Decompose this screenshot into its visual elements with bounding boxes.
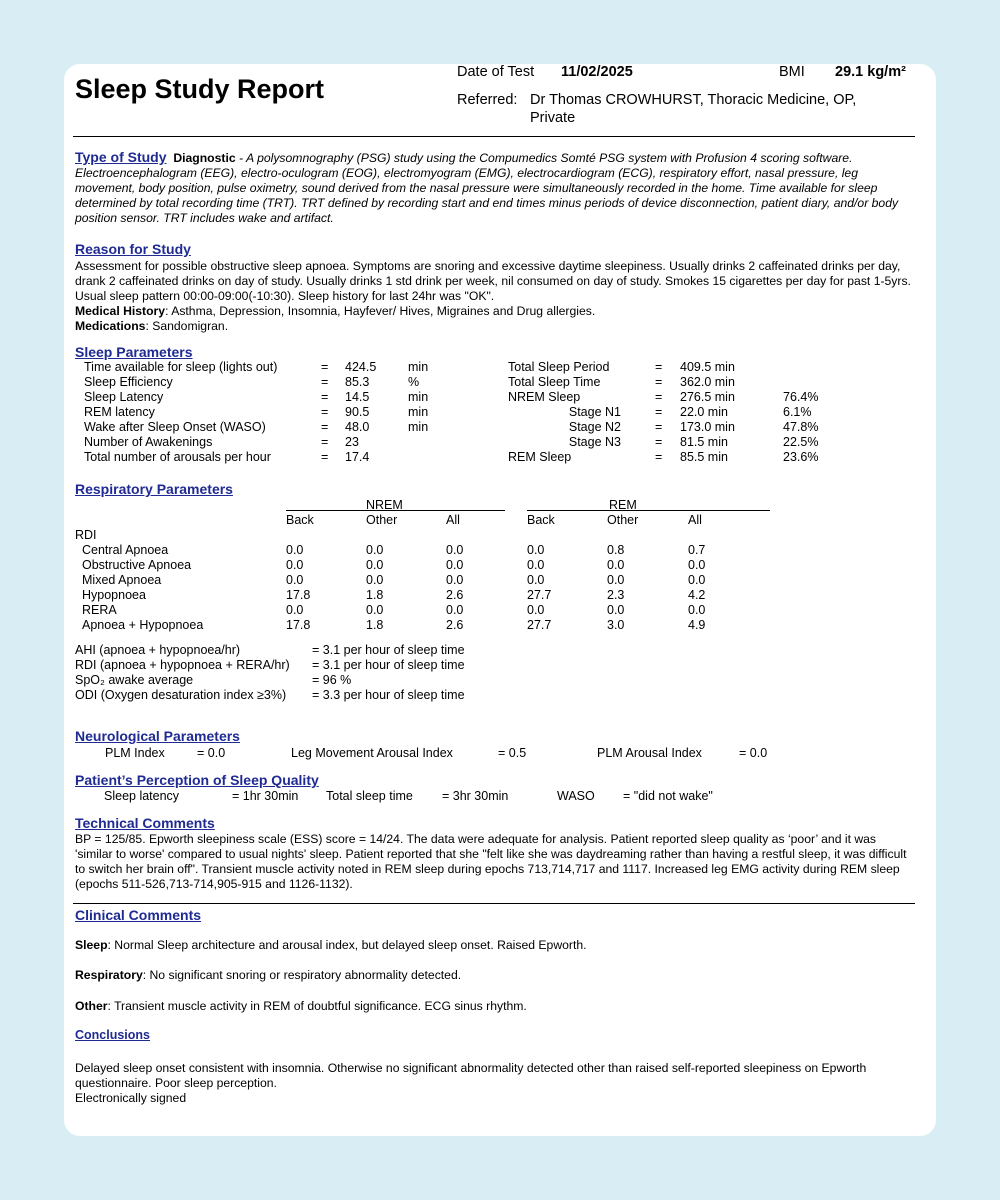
resp-cell-value: 0.0: [688, 573, 706, 587]
resp-cell-value: 0.0: [527, 558, 545, 572]
perceived-latency-value: = 1hr 30min: [232, 789, 299, 803]
sleep-stage-equals: =: [655, 450, 663, 464]
reason-text: Assessment for possible obstructive sleep apnoea. Symptoms are snoring and excessive daytime sleepiness. Usually drinks 2 caffeinated drinks per day, drank 2 caffeinated drinks on day of study. Usually drinks 1 std drink per week, nil consumed on day of study. Smokes 15 cigarettes per day for past 1-5yrs. Usual sleep pattern 00:00-09:00(-10:30). Sleep history for last 24hr was "OK".: [75, 259, 911, 303]
sleep-param-unit: min: [408, 405, 429, 419]
neuro-heading: Neurological Parameters: [75, 728, 240, 744]
medical-history: [75, 304, 915, 319]
sleep-params-heading: Sleep Parameters: [75, 344, 193, 360]
resp-cell-value: 0.0: [286, 543, 304, 557]
sleep-param-equals: =: [321, 360, 329, 374]
resp-cell-value: 0.0: [366, 558, 384, 572]
resp-column-header: Other: [366, 513, 398, 527]
rem-group-header: REM: [609, 498, 637, 512]
resp-cell-value: 0.0: [286, 558, 304, 572]
resp-summary-value: = 3.3 per hour of sleep time: [312, 688, 465, 702]
conclusions-text: Delayed sleep onset consistent with insomnia. Otherwise no significant abnormality detected other than raised self-reported sleepiness on Epworth questionnaire. Poor sleep perception.: [75, 1061, 867, 1090]
sleep-param-unit: min: [408, 360, 429, 374]
resp-row-label: Mixed Apnoea: [82, 573, 162, 587]
study-type-lead: Diagnostic: [173, 151, 236, 165]
resp-row-label: Apnoea + Hypopnoea: [82, 618, 204, 632]
nrem-underline: [286, 510, 505, 511]
perceived-waso-label: WASO: [557, 789, 595, 803]
sleep-stage-value: 22.0 min: [680, 405, 728, 419]
resp-cell-value: 17.8: [286, 588, 311, 602]
sleep-param-value: 23: [345, 435, 359, 449]
resp-cell-value: 0.0: [286, 573, 304, 587]
clinical-sleep-label: Sleep: [75, 938, 108, 952]
rem-underline: [527, 510, 770, 511]
sleep-param-equals: =: [321, 390, 329, 404]
sleep-stage-percent: 23.6%: [783, 450, 819, 464]
leg-movement-arousal-label: Leg Movement Arousal Index: [291, 746, 453, 760]
sleep-param-value: 48.0: [345, 420, 370, 434]
resp-cell-value: 0.8: [607, 543, 625, 557]
sleep-stage-value: 276.5 min: [680, 390, 735, 404]
perceived-tst-label: Total sleep time: [326, 789, 413, 803]
resp-cell-value: 0.0: [446, 573, 464, 587]
clinical-resp-label: Respiratory: [75, 968, 143, 982]
plm-index-value: = 0.0: [197, 746, 226, 760]
referred-line1: Dr Thomas CROWHURST, Thoracic Medicine, OP,: [530, 92, 857, 108]
resp-cell-value: 0.0: [366, 573, 384, 587]
perception-heading: Patient’s Perception of Sleep Quality: [75, 772, 319, 788]
resp-cell-value: 0.0: [366, 543, 384, 557]
sleep-stage-label: Stage N3: [568, 435, 621, 449]
date-value: 11/02/2025: [561, 64, 633, 80]
referred-line2: Private: [530, 110, 576, 126]
clinical-sleep: [75, 938, 915, 953]
resp-cell-value: 0.0: [688, 558, 706, 572]
sleep-stage-equals: =: [655, 435, 663, 449]
resp-cell-value: 2.6: [446, 618, 464, 632]
resp-cell-value: 0.0: [688, 603, 706, 617]
sleep-param-label: Sleep Efficiency: [84, 375, 173, 389]
sleep-stage-label: Stage N1: [568, 405, 621, 419]
resp-column-header: Back: [286, 513, 314, 527]
sleep-stage-label: Total Sleep Period: [508, 360, 610, 374]
resp-cell-value: 0.0: [446, 603, 464, 617]
sleep-stage-value: 362.0 min: [680, 375, 735, 389]
resp-row-label: RERA: [82, 603, 117, 617]
sleep-stage-equals: =: [655, 360, 663, 374]
sleep-param-equals: =: [321, 405, 329, 419]
resp-summary-label: RDI (apnoea + hypopnoea + RERA/hr): [75, 658, 290, 672]
rdi-label: RDI: [75, 528, 97, 542]
reason-heading: Reason for Study: [75, 241, 191, 257]
type-of-study-heading: Type of Study: [75, 149, 167, 165]
medications: [75, 319, 915, 334]
resp-row-label: Central Apnoea: [82, 543, 169, 557]
resp-summary-value: = 3.1 per hour of sleep time: [312, 658, 465, 672]
resp-summary-label: AHI (apnoea + hypopnoea/hr): [75, 643, 241, 657]
resp-cell-value: 0.0: [366, 603, 384, 617]
page-title: Sleep Study Report: [75, 74, 325, 104]
clinical-respiratory: [75, 968, 915, 983]
sleep-param-unit: min: [408, 390, 429, 404]
sleep-stage-value: 173.0 min: [680, 420, 735, 434]
sleep-param-label: Total number of arousals per hour: [84, 450, 271, 464]
sleep-stage-value: 85.5 min: [680, 450, 728, 464]
resp-cell-value: 27.7: [527, 618, 552, 632]
sleep-param-equals: =: [321, 420, 329, 434]
plm-index-label: PLM Index: [105, 746, 165, 760]
nrem-group-header: NREM: [366, 498, 403, 512]
resp-cell-value: 0.0: [607, 573, 625, 587]
resp-summary-value: = 96 %: [312, 673, 352, 687]
sleep-param-unit: %: [408, 375, 420, 389]
sleep-stage-label: Stage N2: [568, 420, 621, 434]
resp-summary-value: = 3.1 per hour of sleep time: [312, 643, 465, 657]
sleep-param-label: Number of Awakenings: [84, 435, 213, 449]
resp-cell-value: 4.2: [688, 588, 706, 602]
study-type-text: - A polysomnography (PSG) study using the Compumedics Somté PSG system with Profusion 4 scoring software. Electroencephalogram (EEG), electro-oculogram (EOG), electromyogram (EMG), electrocardiogram (ECG), respiratory effort, nasal pressure, leg movement, body position, pulse oximetry, sound derived from the nasal pressure were simultaneously recorded in the home. Time available for sleep determined by total recording time (TRT). TRT defined by recording start and end times minus periods of device disconnection, patient diary, and/or body position sensor. TRT includes wake and artifact.: [75, 151, 899, 225]
sleep-param-value: 424.5: [345, 360, 377, 374]
clinical-resp-text: : No significant snoring or respiratory abnormality detected.: [142, 968, 462, 982]
resp-cell-value: 3.0: [607, 618, 625, 632]
resp-cell-value: 0.0: [286, 603, 304, 617]
resp-column-header: All: [446, 513, 460, 527]
sleep-stage-percent: 47.8%: [783, 420, 819, 434]
resp-column-header: Back: [527, 513, 555, 527]
sleep-stage-value: 409.5 min: [680, 360, 735, 374]
resp-cell-value: 0.0: [527, 573, 545, 587]
resp-summary-label: SpO₂ awake average: [75, 673, 194, 687]
resp-cell-value: 1.8: [366, 618, 384, 632]
medical-history-label: Medical History: [75, 304, 166, 318]
sleep-stage-label: REM Sleep: [508, 450, 572, 464]
clinical-heading: Clinical Comments: [75, 907, 202, 923]
resp-cell-value: 2.3: [607, 588, 625, 602]
sleep-param-value: 90.5: [345, 405, 370, 419]
signature-line: Electronically signed: [75, 1091, 187, 1105]
sleep-stage-value: 81.5 min: [680, 435, 728, 449]
background-page-ghost: [0, 22, 1000, 62]
medications-label: Medications: [75, 319, 146, 333]
perceived-tst-value: = 3hr 30min: [442, 789, 509, 803]
sleep-param-equals: =: [321, 375, 329, 389]
resp-cell-value: 0.0: [527, 603, 545, 617]
resp-cell-value: 4.9: [688, 618, 706, 632]
resp-params-heading: Respiratory Parameters: [75, 481, 233, 497]
resp-row-label: Obstructive Apnoea: [82, 558, 192, 572]
resp-cell-value: 0.0: [607, 603, 625, 617]
resp-cell-value: 0.0: [607, 558, 625, 572]
resp-cell-value: 1.8: [366, 588, 384, 602]
bmi-label: BMI: [779, 64, 805, 80]
resp-row-label: Hypopnoea: [82, 588, 146, 602]
sleep-stage-equals: =: [655, 420, 663, 434]
resp-cell-value: 27.7: [527, 588, 552, 602]
plm-arousal-label: PLM Arousal Index: [597, 746, 702, 760]
resp-cell-value: 0.0: [527, 543, 545, 557]
sleep-param-label: Time available for sleep (lights out): [84, 360, 278, 374]
plm-arousal-value: = 0.0: [739, 746, 768, 760]
resp-cell-value: 2.6: [446, 588, 464, 602]
leg-movement-arousal-value: = 0.5: [498, 746, 527, 760]
sleep-stage-percent: 76.4%: [783, 390, 819, 404]
perceived-latency-label: Sleep latency: [104, 789, 180, 803]
medical-history-value: : Asthma, Depression, Insomnia, Hayfever/ Hives, Migraines and Drug allergies.: [165, 304, 596, 318]
header-divider: [73, 136, 915, 137]
bmi-value: 29.1 kg/m²: [835, 64, 906, 80]
date-label: Date of Test: [457, 64, 535, 80]
clinical-other-text: : Transient muscle activity in REM of doubtful significance. ECG sinus rhythm.: [107, 999, 527, 1013]
sleep-param-label: Wake after Sleep Onset (WASO): [84, 420, 266, 434]
referred-label: Referred:: [457, 92, 518, 108]
resp-cell-value: 0.0: [446, 543, 464, 557]
resp-column-header: Other: [607, 513, 639, 527]
resp-cell-value: 0.7: [688, 543, 706, 557]
clinical-other-label: Other: [75, 999, 108, 1013]
report-card: [64, 64, 936, 1136]
resp-summary-label: ODI (Oxygen desaturation index ≥3%): [75, 688, 287, 702]
sleep-param-label: REM latency: [84, 405, 155, 419]
sleep-stage-label: NREM Sleep: [508, 390, 581, 404]
clinical-other: [75, 999, 915, 1014]
resp-column-header: All: [688, 513, 702, 527]
sleep-param-value: 17.4: [345, 450, 370, 464]
technical-heading: Technical Comments: [75, 815, 215, 831]
sleep-param-equals: =: [321, 450, 329, 464]
technical-text: BP = 125/85. Epworth sleepiness scale (ESS) score = 14/24. The data were adequate for analysis. Patient reported sleep quality as ‘poor’ and it was 'similar to worse' compared to usual nights' sleep. Patient reported that she "felt like she was daydreaming rather than having a restful sleep, it was difficult to switch her brain off". Transient muscle activity noted in REM sleep during epochs 713,714,717 and 1117. Increased leg EMG activity during REM sleep (epochs 511-526,713-714,905-915 and 1126-1132).: [75, 832, 907, 891]
sleep-stage-equals: =: [655, 405, 663, 419]
perceived-waso-value: = "did not wake": [623, 789, 713, 803]
sleep-param-unit: min: [408, 420, 429, 434]
conclusions-heading: Conclusions: [75, 1028, 151, 1042]
sleep-stage-label: Total Sleep Time: [508, 375, 601, 389]
type-of-study: [75, 150, 915, 226]
medications-value: : Sandomigran.: [145, 319, 229, 333]
sleep-stage-equals: =: [655, 375, 663, 389]
sleep-param-equals: =: [321, 435, 329, 449]
sleep-param-value: 14.5: [345, 390, 370, 404]
sleep-param-value: 85.3: [345, 375, 370, 389]
sleep-stage-equals: =: [655, 390, 663, 404]
resp-cell-value: 0.0: [446, 558, 464, 572]
sleep-stage-percent: 22.5%: [783, 435, 819, 449]
resp-cell-value: 17.8: [286, 618, 311, 632]
clinical-sleep-text: : Normal Sleep architecture and arousal index, but delayed sleep onset. Raised Epworth.: [107, 938, 587, 952]
sleep-stage-percent: 6.1%: [783, 405, 812, 419]
clinical-divider: [73, 903, 915, 904]
sleep-param-label: Sleep Latency: [84, 390, 164, 404]
